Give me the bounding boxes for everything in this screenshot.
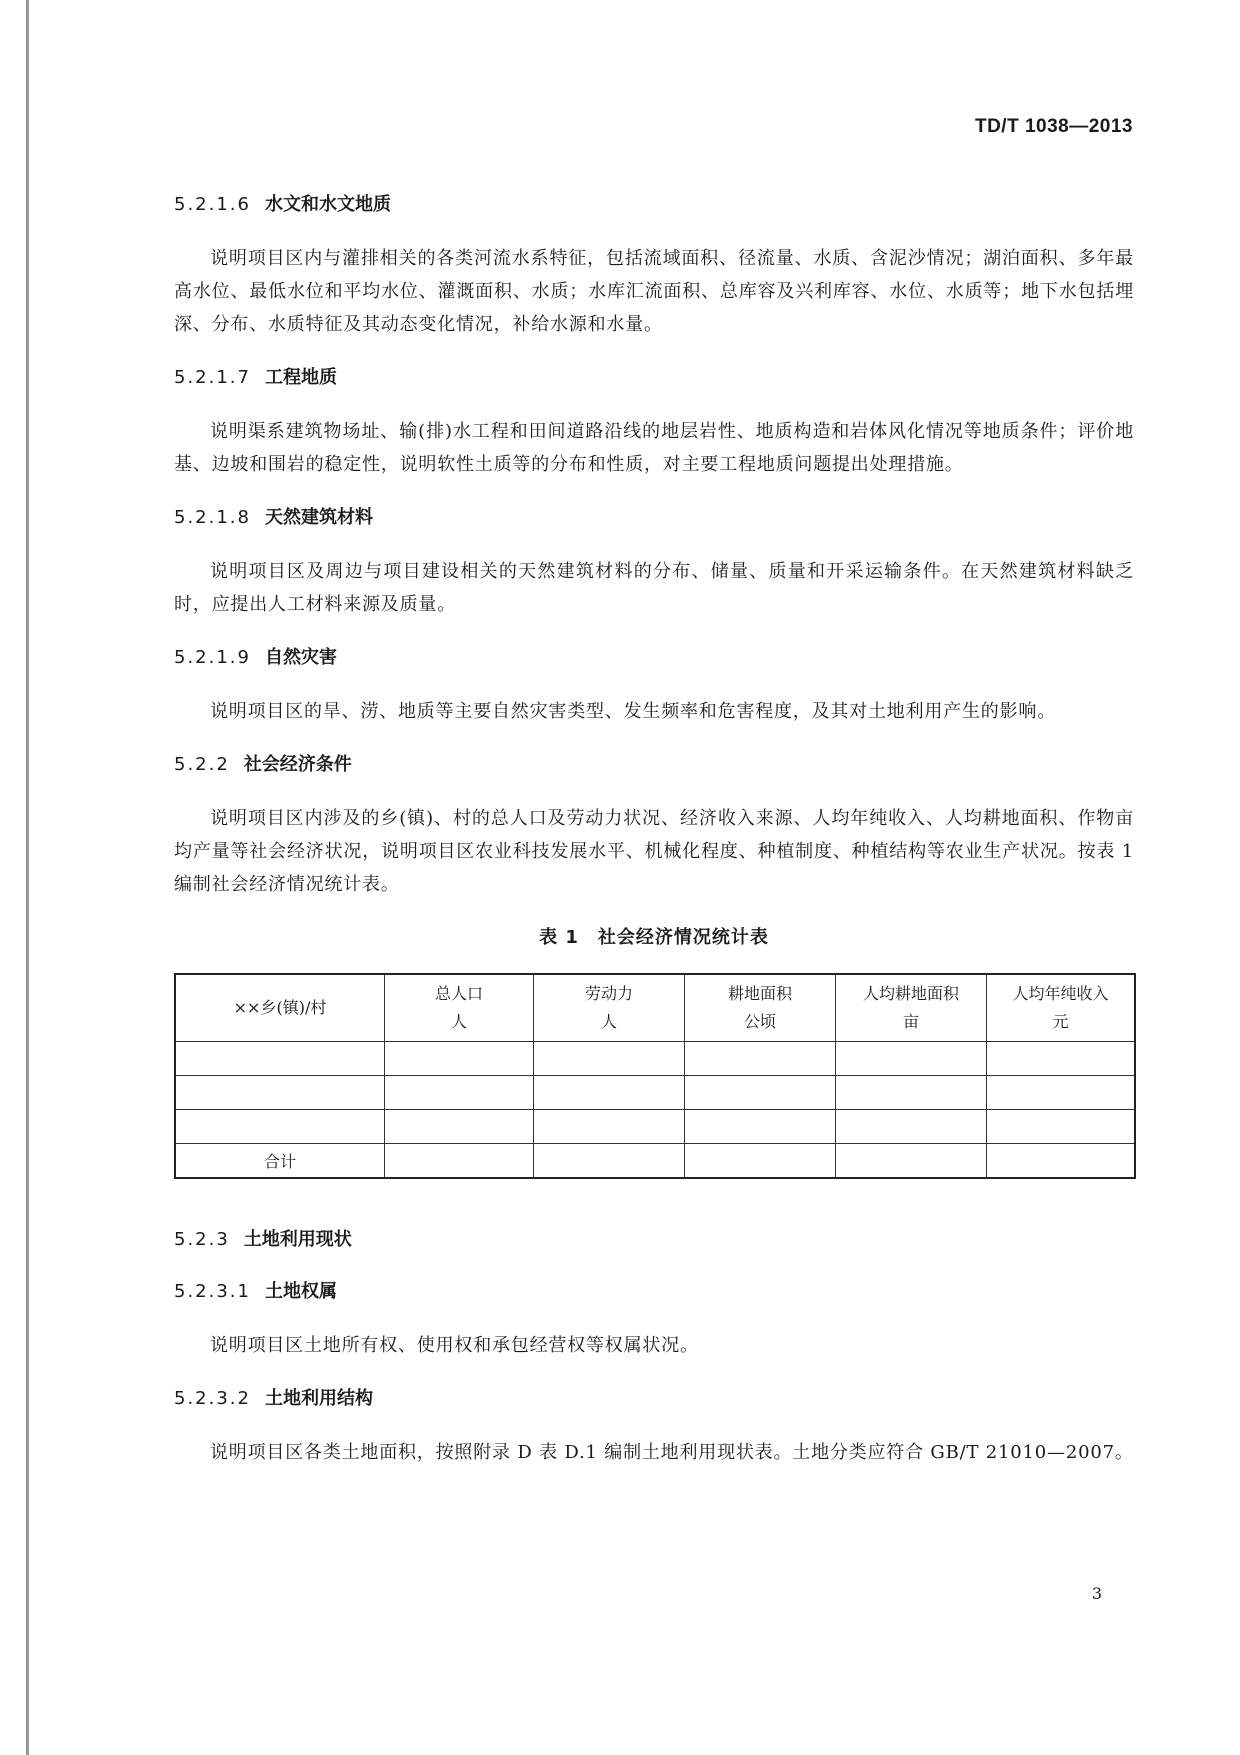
- table-row: [175, 1076, 1135, 1110]
- section-title: 土地利用结构: [264, 1388, 373, 1409]
- table-total-row: [175, 1144, 1135, 1179]
- section-number: 5.2.1.6: [174, 194, 251, 215]
- heading-5-2-1-7: [174, 363, 1134, 389]
- section-number: 5.2.3.2: [174, 1388, 251, 1409]
- section-title: 天然建筑材料: [264, 507, 373, 528]
- header-cell-income-per-capita: 人均年纯收入 元: [987, 974, 1136, 1042]
- section-number: 5.2.3.1: [174, 1281, 251, 1302]
- table-row: [175, 1042, 1135, 1076]
- heading-5-2-3-1: [174, 1277, 1134, 1303]
- section-number: 5.2.1.7: [174, 367, 251, 388]
- heading-5-2-3-2: [174, 1384, 1134, 1410]
- heading-5-2-2: [174, 750, 1134, 776]
- socioeconomic-table: [174, 973, 1136, 1179]
- total-label: 合计: [175, 1144, 385, 1179]
- standard-code: TD/T 1038—2013: [974, 116, 1133, 137]
- scan-edge: [26, 0, 29, 1755]
- heading-5-2-1-8: [174, 503, 1134, 529]
- header-cell-farmland-per-capita: 人均耕地面积 亩: [836, 974, 987, 1042]
- paragraph-land-use-structure: 说明项目区各类土地面积，按照附录 D 表 D.1 编制土地利用现状表。土地分类应符合 GB/T 21010—2007。: [210, 1442, 1134, 1463]
- section-title: 土地利用现状: [243, 1229, 352, 1250]
- heading-5-2-3: [174, 1225, 1134, 1251]
- section-title: 自然灾害: [264, 647, 337, 668]
- section-number: 5.2.3: [174, 1229, 230, 1250]
- section-title: 土地权属: [264, 1281, 337, 1302]
- paragraph-socioeconomic: 说明项目区内涉及的乡(镇)、村的总人口及劳动力状况、经济收入来源、人均年纯收入、人均耕地面积、作物亩均产量等社会经济状况，说明项目区农业科技发展水平、机械化程度、种植制度、种植结构等农业生产状况。按表 1 编制社会经济情况统计表。: [174, 808, 1134, 895]
- section-number: 5.2.2: [174, 754, 230, 775]
- table-header-row: [175, 974, 1135, 1042]
- heading-5-2-1-9: [174, 643, 1134, 669]
- header-cell-farmland: 耕地面积 公顷: [685, 974, 836, 1042]
- page-body: [174, 190, 1134, 1491]
- paragraph-hydrology: 说明项目区内与灌排相关的各类河流水系特征，包括流域面积、径流量、水质、含泥沙情况；湖泊面积、多年最高水位、最低水位和平均水位、灌溉面积、水质；水库汇流面积、总库容及兴利库容、水位、水质等；地下水包括埋深、分布、水质特征及其动态变化情况，补给水源和水量。: [174, 248, 1134, 335]
- section-title: 工程地质: [264, 367, 337, 388]
- paragraph-natural-disasters: 说明项目区的旱、涝、地质等主要自然灾害类型、发生频率和危害程度，及其对土地利用产生的影响。: [210, 701, 1056, 722]
- page-number: 3: [1091, 1584, 1102, 1603]
- paragraph-land-ownership: 说明项目区土地所有权、使用权和承包经营权等权属状况。: [210, 1335, 699, 1356]
- header-cell-labor: 劳动力 人: [534, 974, 685, 1042]
- heading-5-2-1-6: [174, 190, 1134, 216]
- section-number: 5.2.1.8: [174, 507, 251, 528]
- header-cell-village: ××乡(镇)/村: [175, 974, 385, 1042]
- section-title: 社会经济条件: [243, 754, 352, 775]
- paragraph-engineering-geology: 说明渠系建筑物场址、输(排)水工程和田间道路沿线的地层岩性、地质构造和岩体风化情况等地质条件；评价地基、边坡和围岩的稳定性，说明软性土质等的分布和性质，对主要工程地质问题提出处理措施。: [174, 421, 1134, 475]
- paragraph-building-materials: 说明项目区及周边与项目建设相关的天然建筑材料的分布、储量、质量和开采运输条件。在天然建筑材料缺乏时，应提出人工材料来源及质量。: [174, 561, 1134, 615]
- section-number: 5.2.1.9: [174, 647, 251, 668]
- table-caption: 表 1 社会经济情况统计表: [539, 927, 769, 948]
- header-cell-population: 总人口 人: [385, 974, 534, 1042]
- table-row: [175, 1110, 1135, 1144]
- section-title: 水文和水文地质: [264, 194, 391, 215]
